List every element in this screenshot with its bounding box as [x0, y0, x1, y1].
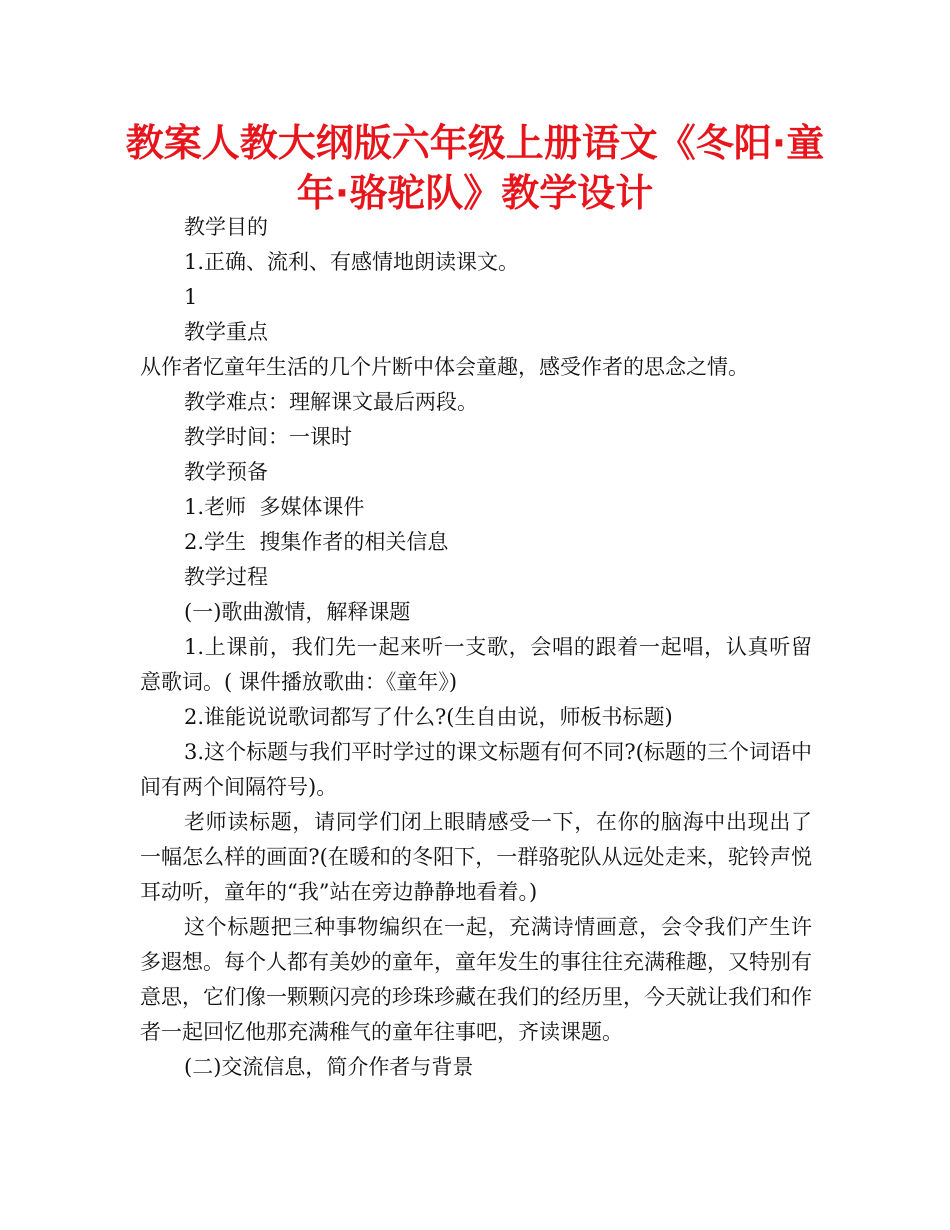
subsection-heading: (一)歌曲激情，解释课题: [184, 600, 411, 624]
paragraph: 3.这个标题与我们平时学过的课文标题有何不同?(标题的三个词语中间有两个间隔符号)。: [140, 740, 812, 799]
paragraph: 这个标题把三种事物编织在一起，充满诗情画意，会令我们产生许多遐想。每个人都有美妙的童年，童年发生的事往往充满稚趣，又特别有意思，它们像一颗颗闪亮的珍珠珍藏在我们的经历里，今天就让我们和作者一起回忆他那充满稚气的童年往事吧，齐读课题。: [140, 915, 812, 1044]
paragraph: 1.老师 多媒体课件: [184, 495, 365, 519]
paragraph: 教学时间：一课时: [184, 425, 352, 449]
title-line-1: 教案人教大纲版六年级上册语文《冬阳·童: [125, 121, 825, 165]
paragraph: 1.正确、流利、有感情地朗读课文。: [184, 250, 520, 274]
paragraph: 老师读标题，请同学们闭上眼睛感受一下，在你的脑海中出现出了一幅怎么样的画面?(在暖和的冬阳下，一群骆驼队从远处走来，驼铃声悦耳动听，童年的“我”站在旁边静静地看着。): [140, 810, 812, 904]
paragraph: 教学难点：理解课文最后两段。: [184, 390, 478, 414]
title-line-2: 年·骆驼队》教学设计: [296, 171, 654, 215]
section-heading-preparation: 教学预备: [184, 460, 268, 484]
section-heading-process: 教学过程: [184, 565, 268, 589]
paragraph: 1: [184, 285, 198, 309]
section-heading-objectives: 教学目的: [184, 215, 268, 239]
subsection-heading: (二)交流信息，简介作者与背景: [184, 1055, 474, 1079]
document-title: [100, 118, 850, 218]
paragraph: 2.学生 搜集作者的相关信息: [184, 530, 449, 554]
document-body: [140, 210, 812, 1085]
section-heading-key-points: 教学重点: [184, 320, 268, 344]
paragraph: 2.谁能说说歌词都写了什么?(生自由说，师板书标题): [184, 705, 673, 729]
paragraph: 1.上课前，我们先一起来听一支歌，会唱的跟着一起唱，认真听留意歌词。( 课件播放歌曲：《童年》): [140, 635, 812, 694]
paragraph: 从作者忆童年生活的几个片断中体会童趣，感受作者的思念之情。: [140, 355, 749, 379]
